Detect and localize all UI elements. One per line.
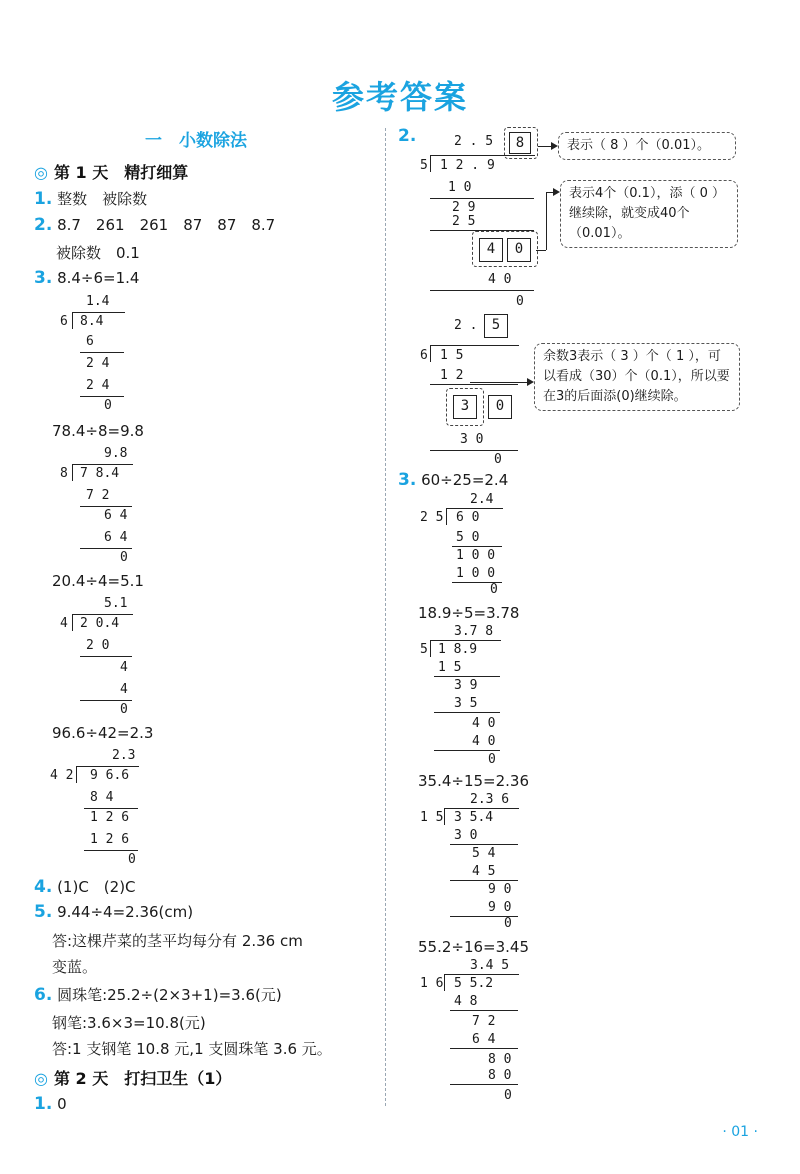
step-2: 3 9 bbox=[454, 678, 478, 693]
q2-number: 2. bbox=[34, 215, 53, 235]
d2q1-answer: 0 bbox=[57, 1095, 67, 1113]
q5-number: 5. bbox=[34, 902, 53, 922]
arrow-icon bbox=[538, 146, 556, 147]
divisor: 5 bbox=[420, 158, 428, 173]
day2-label: 第 2 天 打扫卫生（1） bbox=[53, 1069, 232, 1088]
step-3: 3 0 bbox=[460, 432, 484, 447]
step-1: 2 0 bbox=[86, 638, 110, 653]
quotient: 3.7 8 bbox=[454, 624, 494, 639]
step-2: 7 2 bbox=[472, 1014, 496, 1029]
quotient: 2 . 5 bbox=[454, 134, 494, 149]
rule bbox=[430, 290, 534, 291]
note-add-zero: 表示4个（0.1），添（ 0 ）继续除，就变成40个（0.01）。 bbox=[560, 180, 738, 248]
rule bbox=[430, 384, 518, 385]
arrow-icon bbox=[546, 192, 558, 193]
step-3: 4 5 bbox=[472, 864, 496, 879]
q5-answer-line2: 变蓝。 bbox=[52, 958, 98, 976]
divisor: 2 5 bbox=[420, 510, 444, 525]
dividend: 2 0.4 bbox=[80, 616, 120, 631]
rule bbox=[434, 712, 500, 713]
remainder: 0 bbox=[494, 452, 502, 467]
rule bbox=[430, 198, 534, 199]
remainder: 0 bbox=[504, 916, 512, 931]
rule bbox=[434, 750, 500, 751]
step-1: 1 5 bbox=[438, 660, 462, 675]
q1-number: 1. bbox=[34, 189, 53, 209]
note-remainder: 余数3表示（ 3 ）个（ 1 ），可以看成（30）个（0.1），所以要在3的后面添(0)继续除。 bbox=[534, 343, 740, 411]
q5-equation: 9.44÷4=2.36(cm) bbox=[57, 903, 194, 921]
rule bbox=[80, 352, 124, 353]
q3-eq1: 8.4÷6=1.4 bbox=[57, 269, 140, 287]
q6-answer: 答:1 支钢笔 10.8 元,1 支圆珠笔 3.6 元。 bbox=[52, 1040, 332, 1058]
rule bbox=[80, 700, 132, 701]
step-3: 3 5 bbox=[454, 696, 478, 711]
quotient: 1.4 bbox=[86, 294, 110, 309]
step-1: 1 0 bbox=[448, 180, 472, 195]
remainder-box-1: 4 bbox=[479, 238, 503, 262]
q2-row bbox=[34, 214, 275, 235]
rule bbox=[80, 396, 124, 397]
page-title: 参考答案 bbox=[331, 78, 468, 116]
q3-eq2: 78.4÷8=9.8 bbox=[52, 422, 144, 440]
remainder-box-2: 0 bbox=[488, 395, 512, 419]
q5-row bbox=[34, 902, 193, 922]
connector-line bbox=[546, 192, 547, 250]
remainder: 0 bbox=[516, 294, 524, 309]
quotient: 9.8 bbox=[104, 446, 128, 461]
target-icon: ◎ bbox=[34, 1069, 48, 1088]
step-3: 2 5 bbox=[452, 214, 476, 229]
quotient: 2.3 6 bbox=[470, 792, 510, 807]
step-4: 4 0 bbox=[472, 716, 496, 731]
step-1: 4 8 bbox=[454, 994, 478, 1009]
dividend: 8.4 bbox=[80, 314, 104, 329]
dividend: 7 8.4 bbox=[80, 466, 120, 481]
r-q3-eq4: 55.2÷16=3.45 bbox=[418, 938, 530, 956]
step-5: 4 0 bbox=[488, 272, 512, 287]
r-q3-eq3: 35.4÷15=2.36 bbox=[418, 772, 530, 790]
step-1: 8 4 bbox=[90, 790, 114, 805]
arrow-icon bbox=[470, 382, 532, 383]
divisor: 8 bbox=[60, 466, 68, 481]
rule bbox=[430, 450, 518, 451]
q6-row bbox=[34, 984, 282, 1005]
step-3: 1 2 6 bbox=[90, 832, 130, 847]
remainder: 0 bbox=[128, 852, 136, 867]
target-icon: ◎ bbox=[34, 163, 48, 182]
dividend: 9 6.6 bbox=[90, 768, 130, 783]
dividend: 3 5.4 bbox=[454, 810, 494, 825]
remainder: 0 bbox=[104, 398, 112, 413]
remainder-box-1: 3 bbox=[453, 395, 477, 419]
dividend: 1 8.9 bbox=[438, 642, 478, 657]
step-4: 9 0 bbox=[488, 882, 512, 897]
divisor: 4 bbox=[60, 616, 68, 631]
quotient-digit-box: 8 bbox=[509, 132, 531, 154]
rule bbox=[434, 676, 500, 677]
remainder: 0 bbox=[504, 1088, 512, 1103]
step-1: 3 0 bbox=[454, 828, 478, 843]
step-2: 1 2 6 bbox=[90, 810, 130, 825]
dividend: 5 5.2 bbox=[454, 976, 494, 991]
step-2: 6 4 bbox=[104, 508, 128, 523]
q6-line1: 圆珠笔:25.2÷(2×3+1)=3.6(元) bbox=[57, 986, 282, 1004]
step-1: 5 0 bbox=[456, 530, 480, 545]
step-5: 4 0 bbox=[472, 734, 496, 749]
rule bbox=[452, 546, 502, 547]
step-2: 5 4 bbox=[472, 846, 496, 861]
q4-number: 4. bbox=[34, 877, 53, 897]
quotient: 2 . bbox=[454, 318, 478, 333]
step-2: 4 bbox=[120, 660, 128, 675]
q3-eq4: 96.6÷42=2.3 bbox=[52, 724, 154, 742]
section-heading: 一 小数除法 bbox=[145, 131, 247, 151]
step-3: 4 bbox=[120, 682, 128, 697]
divisor: 1 6 bbox=[420, 976, 444, 991]
rule bbox=[80, 656, 132, 657]
rule bbox=[80, 548, 132, 549]
r-q3-eq2: 18.9÷5=3.78 bbox=[418, 604, 520, 622]
q2-answer-line2: 被除数 0.1 bbox=[56, 244, 140, 262]
divisor: 6 bbox=[60, 314, 68, 329]
remainder: 0 bbox=[120, 702, 128, 717]
r-q3-number: 3. bbox=[398, 470, 417, 490]
q3-row bbox=[34, 268, 139, 288]
quotient: 5.1 bbox=[104, 596, 128, 611]
rule bbox=[450, 880, 518, 881]
page-number: · 01 · bbox=[722, 1124, 758, 1140]
day1-label: 第 1 天 精打细算 bbox=[53, 163, 189, 182]
q4-row bbox=[34, 876, 136, 897]
step-2: 2 9 bbox=[452, 200, 476, 215]
connector-line bbox=[536, 250, 546, 251]
quotient-digit-box: 5 bbox=[484, 314, 508, 338]
quotient: 2.3 bbox=[112, 748, 136, 763]
rule bbox=[450, 1048, 518, 1049]
step-1: 7 2 bbox=[86, 488, 110, 503]
rule bbox=[450, 1010, 518, 1011]
column-divider bbox=[385, 128, 386, 1106]
day2-heading bbox=[34, 1066, 231, 1089]
step-3: 1 0 0 bbox=[456, 566, 496, 581]
rule bbox=[450, 1084, 518, 1085]
note-quotient-digit: 表示（ 8 ）个（0.01）。 bbox=[558, 132, 736, 160]
remainder-box-2: 0 bbox=[507, 238, 531, 262]
divisor: 6 bbox=[420, 348, 428, 363]
q1-answer: 整数 被除数 bbox=[57, 190, 148, 208]
divisor: 1 5 bbox=[420, 810, 444, 825]
quotient: 3.4 5 bbox=[470, 958, 510, 973]
q5-answer: 答:这棵芹菜的茎平均每分有 2.36 cm bbox=[52, 932, 303, 950]
d2q1-row bbox=[34, 1094, 67, 1114]
remainder: 0 bbox=[488, 752, 496, 767]
q2-answer: 8.7 261 261 87 87 8.7 bbox=[57, 216, 276, 234]
step-3: 6 4 bbox=[472, 1032, 496, 1047]
step-4: 8 0 bbox=[488, 1052, 512, 1067]
step-2: 2 4 bbox=[86, 356, 110, 371]
dividend: 6 0 bbox=[456, 510, 480, 525]
q3-eq3: 20.4÷4=5.1 bbox=[52, 572, 144, 590]
step-5: 8 0 bbox=[488, 1068, 512, 1083]
quotient: 2.4 bbox=[470, 492, 494, 507]
rule bbox=[450, 844, 518, 845]
rule bbox=[80, 506, 132, 507]
step-1: 6 bbox=[86, 334, 94, 349]
step-2: 1 0 0 bbox=[456, 548, 496, 563]
q4-answer: (1)C (2)C bbox=[57, 878, 136, 896]
q3-number: 3. bbox=[34, 268, 53, 288]
r-q3-row bbox=[398, 470, 508, 490]
divisor: 4 2 bbox=[50, 768, 74, 783]
remainder: 0 bbox=[120, 550, 128, 565]
dividend: 1 5 bbox=[440, 348, 464, 363]
r-q2-number: 2. bbox=[398, 126, 417, 146]
remainder: 0 bbox=[490, 582, 498, 597]
step-3: 6 4 bbox=[104, 530, 128, 545]
step-5: 9 0 bbox=[488, 900, 512, 915]
day1-heading bbox=[34, 160, 188, 183]
rule bbox=[84, 808, 138, 809]
r-q3-eq1: 60÷25=2.4 bbox=[421, 471, 509, 489]
q6-number: 6. bbox=[34, 985, 53, 1005]
step-3: 2 4 bbox=[86, 378, 110, 393]
dividend: 1 2 . 9 bbox=[440, 158, 495, 173]
d2q1-number: 1. bbox=[34, 1094, 53, 1114]
q6-line2: 钢笔:3.6×3=10.8(元) bbox=[52, 1014, 206, 1032]
step-1: 1 2 bbox=[440, 368, 464, 383]
divisor: 5 bbox=[420, 642, 428, 657]
q1-row bbox=[34, 188, 147, 209]
rule bbox=[84, 850, 138, 851]
